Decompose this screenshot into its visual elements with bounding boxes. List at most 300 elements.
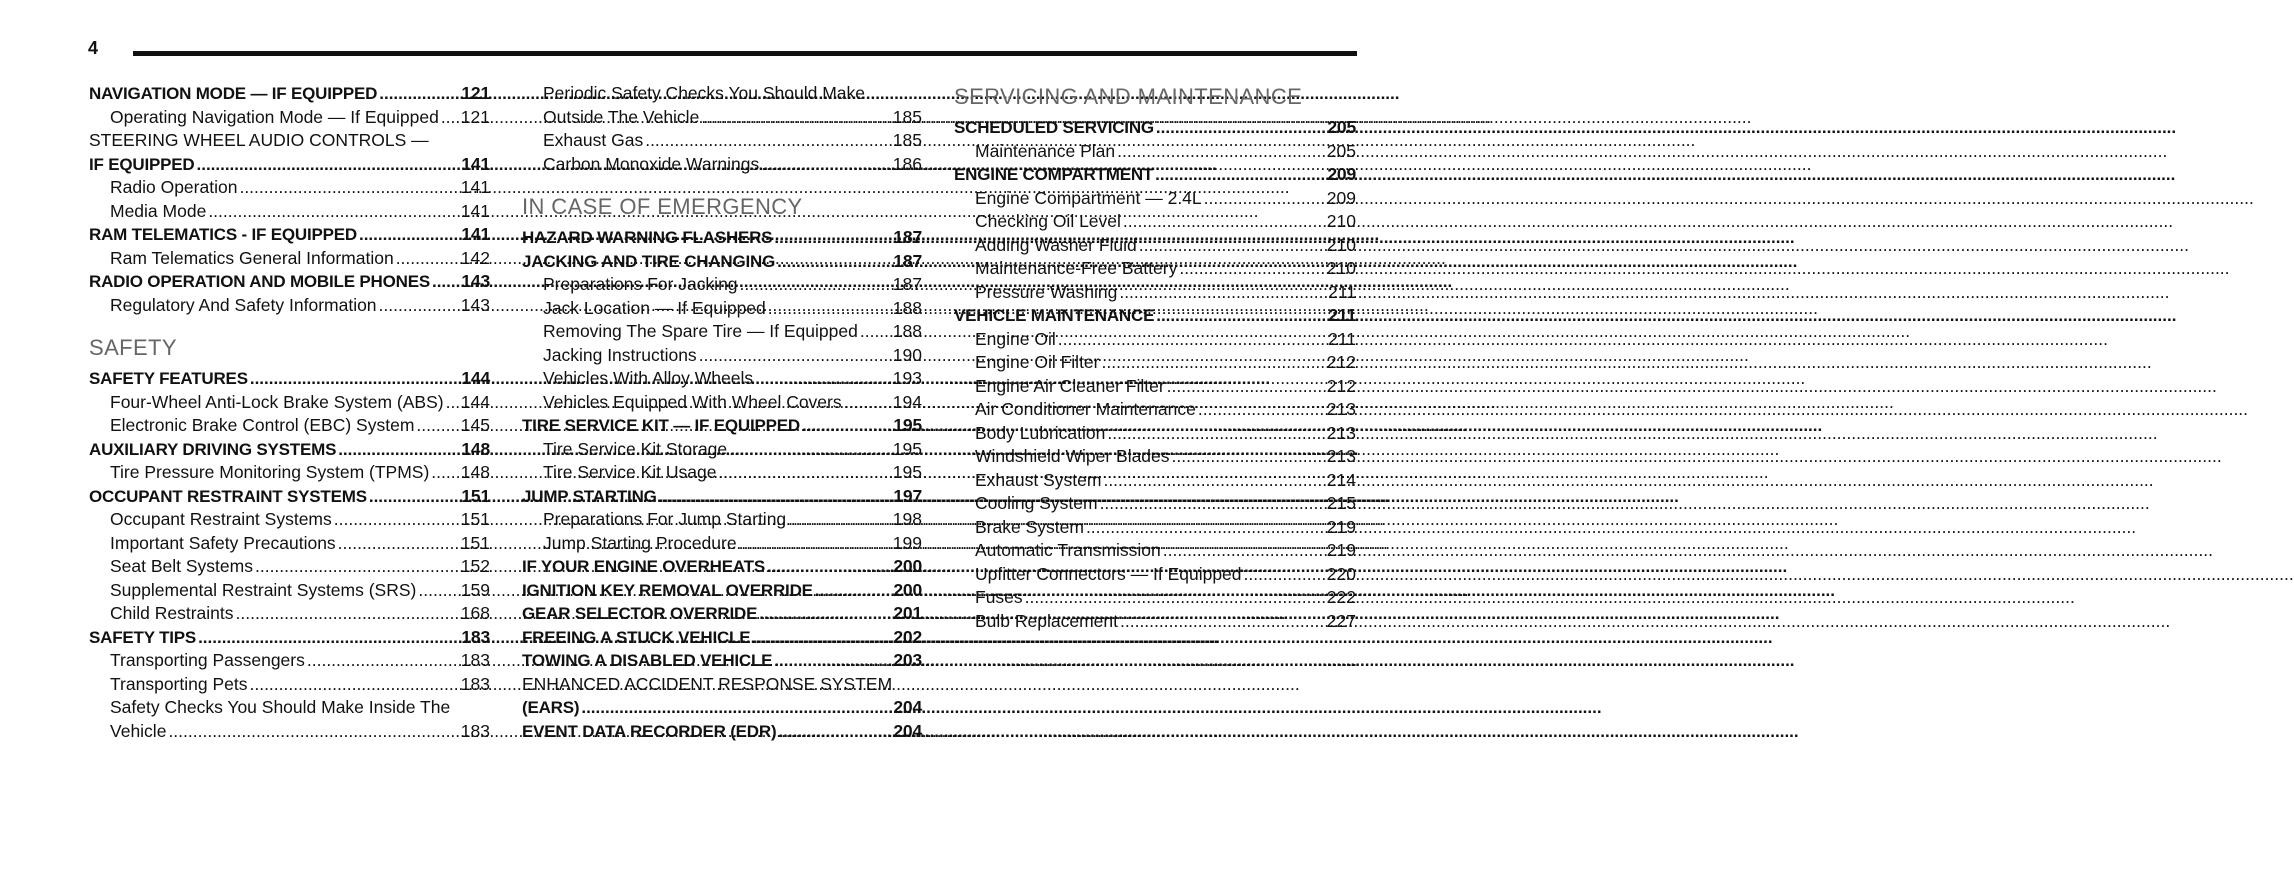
toc-entry-title: Regulatory And Safety Information bbox=[110, 294, 377, 315]
toc-leader-dots bbox=[1102, 351, 1325, 375]
toc-entry-title: Transporting Pets bbox=[110, 673, 248, 694]
toc-sub-entry[interactable] bbox=[522, 82, 922, 106]
toc-sub-entry[interactable] bbox=[89, 555, 490, 579]
toc-column-1 bbox=[89, 82, 490, 743]
toc-page-number: 200 bbox=[893, 556, 922, 576]
toc-leader-dots bbox=[1172, 445, 1325, 469]
toc-sub-entry[interactable] bbox=[89, 673, 490, 697]
toc-entry-title: RAM TELEMATICS - IF EQUIPPED bbox=[89, 225, 357, 244]
toc-entry-title: Maintenance Plan bbox=[975, 140, 1116, 161]
toc-page-number: 213 bbox=[1326, 446, 1356, 466]
toc-page-number: 214 bbox=[1326, 469, 1356, 490]
toc-group bbox=[954, 116, 1356, 633]
toc-heading-entry[interactable] bbox=[522, 555, 922, 579]
toc-leader-dots bbox=[1244, 563, 1325, 587]
toc-heading-entry[interactable] bbox=[89, 270, 490, 294]
toc-page-number: 183 bbox=[460, 720, 490, 741]
toc-leader-dots bbox=[777, 250, 891, 274]
toc-entry-title: Adding Washer Fluid bbox=[975, 234, 1137, 255]
toc-leader-dots bbox=[249, 673, 458, 697]
toc-page-number: 121 bbox=[461, 83, 490, 103]
toc-leader-dots bbox=[740, 273, 891, 297]
toc-page-number: 213 bbox=[1326, 422, 1356, 443]
toc-sub-entry[interactable] bbox=[522, 532, 922, 556]
toc-sub-entry[interactable] bbox=[89, 106, 490, 130]
toc-entry-title: TOWING A DISABLED VEHICLE bbox=[522, 651, 773, 670]
toc-leader-dots bbox=[729, 438, 891, 462]
toc-entry-title: Tire Pressure Monitoring System (TPMS) bbox=[110, 462, 430, 482]
toc-page-number: 211 bbox=[1328, 305, 1356, 325]
toc-heading-entry[interactable] bbox=[522, 602, 922, 626]
toc-leader-dots bbox=[236, 602, 459, 626]
toc-page-number: 209 bbox=[1327, 164, 1356, 184]
toc-leader-dots bbox=[788, 508, 891, 532]
toc-sub-entry[interactable] bbox=[89, 414, 490, 438]
toc-leader-dots bbox=[359, 223, 459, 247]
toc-entry-title: Supplemental Restraint Systems (SRS) bbox=[110, 579, 417, 600]
page-number: 4 bbox=[88, 38, 99, 58]
toc-entry-title: Ram Telematics General Information bbox=[110, 247, 394, 268]
toc-leader-dots bbox=[446, 391, 459, 415]
section-title-servicing: SERVICING AND MAINTENANCE bbox=[954, 84, 1303, 109]
toc-page-number: 190 bbox=[892, 344, 922, 365]
toc-leader-dots bbox=[338, 438, 459, 462]
toc-leader-dots bbox=[1163, 539, 1325, 563]
toc-sub-entry[interactable] bbox=[522, 297, 922, 321]
toc-sub-entry[interactable] bbox=[954, 351, 1356, 375]
toc-entry-title: OCCUPANT RESTRAINT SYSTEMS bbox=[89, 486, 367, 506]
toc-entry-title: Air Conditioner Maintenance bbox=[975, 399, 1196, 419]
toc-leader-dots bbox=[767, 555, 891, 579]
toc-sub-entry[interactable] bbox=[954, 375, 1356, 399]
toc-sub-entry[interactable] bbox=[89, 532, 490, 556]
toc-entry-title: SAFETY FEATURES bbox=[89, 369, 248, 388]
toc-entry-title: Child Restraints bbox=[110, 603, 234, 623]
toc-entry-title: Vehicles Equipped With Wheel Covers bbox=[543, 391, 842, 412]
toc-entry-title: TIRE SERVICE KIT — IF EQUIPPED bbox=[522, 416, 801, 435]
toc-entry-title: Vehicle bbox=[110, 720, 167, 741]
toc-sub-entry[interactable] bbox=[522, 344, 922, 368]
toc-leader-dots bbox=[1156, 304, 1326, 328]
toc-entry-title: Windshield Wiper Blades bbox=[975, 446, 1170, 466]
toc-page-number: 144 bbox=[461, 368, 490, 388]
toc-heading-entry[interactable] bbox=[522, 579, 922, 603]
toc-sub-entry[interactable] bbox=[89, 696, 490, 720]
toc-entry-title: Electronic Brake Control (EBC) System bbox=[110, 415, 415, 435]
toc-page-number: 168 bbox=[460, 603, 490, 623]
toc-page-number: 141 bbox=[460, 177, 490, 197]
toc-page-number: 205 bbox=[1327, 117, 1356, 137]
toc-entry-title: AUXILIARY DRIVING SYSTEMS bbox=[89, 439, 337, 459]
toc-sub-entry[interactable] bbox=[89, 720, 490, 744]
toc-heading-entry[interactable] bbox=[522, 720, 922, 744]
toc-page-number: 212 bbox=[1326, 352, 1356, 372]
toc-page-number: 220 bbox=[1326, 563, 1356, 584]
toc-entry-title: Automatic Transmission bbox=[975, 540, 1161, 560]
toc-entry-title: Brake System bbox=[975, 516, 1084, 537]
toc-leader-dots bbox=[860, 320, 891, 344]
toc-entry-title: IGNITION KEY REMOVAL OVERRIDE bbox=[522, 580, 813, 600]
toc-sub-entry[interactable] bbox=[954, 563, 1356, 587]
toc-page-number: 198 bbox=[892, 509, 922, 529]
toc-page-number: 142 bbox=[460, 247, 490, 268]
toc-heading-entry[interactable] bbox=[522, 626, 922, 650]
toc-entry-title: RADIO OPERATION AND MOBILE PHONES bbox=[89, 272, 430, 291]
toc-heading-entry[interactable] bbox=[89, 485, 490, 509]
toc-leader-dots bbox=[774, 226, 891, 250]
toc-page-number: 148 bbox=[460, 462, 490, 482]
toc-sub-entry[interactable] bbox=[954, 492, 1356, 516]
toc-group bbox=[89, 367, 490, 743]
toc-sub-entry[interactable] bbox=[954, 328, 1356, 352]
toc-entry-title: FREEING A STUCK VEHICLE bbox=[522, 627, 751, 647]
toc-leader-dots bbox=[1179, 257, 1324, 281]
toc-heading-entry[interactable] bbox=[522, 250, 922, 274]
toc-page-number: 204 bbox=[893, 720, 922, 741]
toc-leader-dots bbox=[1156, 116, 1325, 140]
toc-leader-dots bbox=[250, 367, 460, 391]
toc-heading-entry[interactable] bbox=[89, 626, 490, 650]
toc-entry-title: Vehicles With Alloy Wheels bbox=[543, 368, 754, 388]
toc-entry-title: Important Safety Precautions bbox=[110, 532, 336, 553]
toc-entry-title: IF YOUR ENGINE OVERHEATS bbox=[522, 557, 765, 576]
toc-leader-dots bbox=[441, 106, 459, 130]
toc-page-number: 188 bbox=[892, 321, 922, 341]
toc-heading-entry[interactable] bbox=[89, 438, 490, 462]
toc-page-number: 144 bbox=[460, 391, 490, 412]
toc-entry-title: GEAR SELECTOR OVERRIDE bbox=[522, 604, 758, 623]
toc-page-number: 195 bbox=[893, 415, 922, 435]
toc-heading-entry[interactable] bbox=[89, 129, 490, 153]
toc-sub-entry[interactable] bbox=[954, 539, 1356, 563]
toc-sub-entry[interactable] bbox=[954, 422, 1356, 446]
toc-page-number: 185 bbox=[892, 106, 922, 127]
toc-leader-dots bbox=[239, 176, 458, 200]
toc-heading-entry[interactable] bbox=[522, 673, 922, 697]
toc-entry-title: Preparations For Jump Starting bbox=[543, 509, 787, 529]
toc-sub-entry[interactable] bbox=[954, 610, 1356, 634]
toc-entry-title: SCHEDULED SERVICING bbox=[954, 118, 1154, 137]
toc-page-number: 188 bbox=[892, 297, 922, 318]
toc-page-number: 187 bbox=[893, 227, 922, 247]
toc-entry-title: JACKING AND TIRE CHANGING bbox=[522, 251, 776, 271]
toc-page-number: 222 bbox=[1326, 587, 1356, 607]
toc-page-number: 185 bbox=[892, 130, 922, 150]
toc-leader-dots bbox=[739, 532, 891, 556]
toc-heading-entry[interactable] bbox=[954, 163, 1356, 187]
toc-sub-entry[interactable] bbox=[954, 281, 1356, 305]
toc-entry-title: NAVIGATION MODE — IF EQUIPPED bbox=[89, 84, 378, 103]
toc-heading-entry[interactable] bbox=[522, 649, 922, 673]
toc-leader-dots bbox=[659, 485, 892, 509]
toc-page-number: 141 bbox=[461, 153, 490, 174]
toc-page-number: 121 bbox=[460, 106, 490, 127]
toc-leader-dots bbox=[1058, 328, 1326, 352]
toc-leader-dots bbox=[255, 555, 459, 579]
toc-entry-title: Exhaust System bbox=[975, 469, 1102, 490]
section-title-emergency: IN CASE OF EMERGENCY bbox=[522, 194, 803, 219]
toc-sub-entry[interactable] bbox=[89, 200, 490, 224]
toc-entry-title: Occupant Restraint Systems bbox=[110, 509, 332, 529]
toc-entry-title: Fuses bbox=[975, 587, 1023, 607]
toc-column-2 bbox=[522, 82, 922, 743]
toc-entry-title: Removing The Spare Tire — If Equipped bbox=[543, 321, 858, 341]
toc-page-number: 210 bbox=[1326, 211, 1356, 231]
toc-sub-entry[interactable] bbox=[89, 508, 490, 532]
toc-sub-entry[interactable] bbox=[954, 445, 1356, 469]
toc-entry-title: Engine Compartment — 2.4L bbox=[975, 187, 1202, 208]
toc-sub-entry[interactable] bbox=[89, 294, 490, 318]
toc-page-number: 195 bbox=[892, 462, 922, 482]
toc-page-number: 148 bbox=[461, 438, 490, 459]
toc-leader-dots bbox=[774, 649, 891, 673]
toc-page-number: 143 bbox=[460, 294, 490, 315]
toc-page-number: 183 bbox=[461, 626, 490, 647]
toc-page-number: 193 bbox=[892, 368, 922, 388]
toc-page-number: 141 bbox=[461, 224, 490, 244]
toc-entry-title: ENGINE COMPARTMENT bbox=[954, 165, 1154, 184]
toc-entry-title: ENHANCED ACCIDENT RESPONSE SYSTEM bbox=[522, 673, 893, 694]
toc-sub-entry[interactable] bbox=[954, 469, 1356, 493]
toc-sub-entry[interactable] bbox=[522, 320, 922, 344]
toc-leader-dots bbox=[198, 626, 459, 650]
toc-sub-entry[interactable] bbox=[522, 461, 922, 485]
toc-page-number: 210 bbox=[1326, 234, 1356, 255]
section-title-safety: SAFETY bbox=[89, 335, 177, 360]
toc-heading-entry[interactable] bbox=[522, 226, 922, 250]
toc-sub-entry[interactable] bbox=[954, 586, 1356, 610]
toc-entry-title: Transporting Passengers bbox=[110, 650, 305, 670]
toc-page-number: 151 bbox=[461, 485, 490, 506]
toc-leader-dots bbox=[1117, 140, 1325, 164]
toc-page-number: 219 bbox=[1326, 516, 1356, 537]
toc-heading-entry[interactable] bbox=[954, 304, 1356, 328]
toc-heading-entry[interactable] bbox=[954, 116, 1356, 140]
toc-entry-title: Pressure Washing bbox=[975, 281, 1118, 302]
toc-entry-title: Jump Starting Procedure bbox=[543, 532, 737, 553]
toc-leader-dots bbox=[844, 391, 891, 415]
toc-entry-title: STEERING WHEEL AUDIO CONTROLS — bbox=[89, 130, 429, 150]
toc-leader-dots bbox=[581, 696, 891, 720]
toc-leader-dots bbox=[755, 367, 891, 391]
toc-page-number: 151 bbox=[460, 509, 490, 529]
toc-entry-title: Tire Service Kit Usage bbox=[543, 462, 717, 482]
toc-leader-dots bbox=[197, 153, 460, 177]
toc-entry-title: Engine Oil bbox=[975, 328, 1056, 349]
toc-entry-title: Four-Wheel Anti-Lock Brake System (ABS) bbox=[110, 391, 444, 412]
toc-page-number: 205 bbox=[1326, 140, 1356, 161]
toc-sub-entry[interactable] bbox=[522, 391, 922, 415]
toc-leader-dots bbox=[1120, 610, 1325, 634]
toc-entry-title: Bulb Replacement bbox=[975, 610, 1118, 631]
toc-page-number: 186 bbox=[892, 153, 922, 174]
toc-sub-entry[interactable] bbox=[954, 234, 1356, 258]
toc-page-number: 204 bbox=[893, 697, 922, 717]
toc-entry-title: Media Mode bbox=[110, 200, 207, 221]
toc-heading-entry[interactable] bbox=[89, 82, 490, 106]
toc-sub-entry[interactable] bbox=[954, 210, 1356, 234]
toc-leader-dots bbox=[718, 461, 890, 485]
toc-leader-dots bbox=[307, 649, 459, 673]
toc-heading-entry[interactable] bbox=[89, 367, 490, 391]
toc-leader-dots bbox=[1025, 586, 1325, 610]
toc-heading-entry[interactable] bbox=[522, 414, 922, 438]
toc-page-number: 152 bbox=[460, 556, 490, 576]
toc-sub-entry[interactable] bbox=[89, 176, 490, 200]
toc-leader-dots bbox=[752, 626, 891, 650]
toc-page-number: 143 bbox=[461, 271, 490, 291]
toc-leader-dots bbox=[334, 508, 459, 532]
toc-leader-dots bbox=[431, 461, 459, 485]
toc-page-number: 141 bbox=[460, 200, 490, 221]
toc-sub-entry[interactable] bbox=[522, 508, 922, 532]
toc-group bbox=[522, 82, 922, 176]
toc-leader-dots bbox=[645, 129, 891, 153]
toc-page-number: 201 bbox=[893, 603, 922, 623]
toc-entry-title: Tire Service Kit Storage bbox=[543, 438, 728, 459]
toc-page-number: 187 bbox=[893, 250, 922, 271]
toc-sub-entry[interactable] bbox=[522, 438, 922, 462]
toc-entry-title: Jacking Instructions bbox=[543, 344, 697, 365]
toc-leader-dots bbox=[1107, 422, 1324, 446]
toc-entry-title: Exhaust Gas bbox=[543, 130, 644, 150]
toc-entry-title: (EARS) bbox=[522, 698, 580, 717]
toc-leader-dots bbox=[759, 602, 891, 626]
toc-sub-entry[interactable] bbox=[89, 602, 490, 626]
toc-entry-title: EVENT DATA RECORDER (EDR) bbox=[522, 721, 777, 741]
toc-leader-dots bbox=[338, 532, 459, 556]
toc-page-number: 145 bbox=[460, 415, 490, 435]
toc-leader-dots bbox=[1086, 516, 1325, 540]
toc-sub-entry[interactable] bbox=[522, 273, 922, 297]
toc-heading-entry[interactable] bbox=[522, 485, 922, 509]
toc-sub-entry[interactable] bbox=[89, 649, 490, 673]
toc-leader-dots bbox=[1155, 163, 1325, 187]
toc-entry-title: JUMP STARTING bbox=[522, 486, 657, 506]
toc-entry-title: SAFETY TIPS bbox=[89, 627, 197, 647]
toc-page-number: 159 bbox=[460, 579, 490, 600]
toc-entry-title: IF EQUIPPED bbox=[89, 154, 195, 174]
toc-entry-title: Seat Belt Systems bbox=[110, 556, 253, 576]
toc-leader-dots bbox=[1119, 281, 1326, 305]
toc-entry-title: Upfitter Connectors — If Equipped bbox=[975, 563, 1242, 584]
toc-leader-dots bbox=[1167, 375, 1325, 399]
toc-heading-entry[interactable] bbox=[89, 153, 490, 177]
toc-page-number: 219 bbox=[1326, 540, 1356, 560]
toc-page-number: 210 bbox=[1326, 258, 1356, 278]
toc-sub-entry[interactable] bbox=[954, 398, 1356, 422]
toc-leader-dots bbox=[396, 247, 459, 271]
toc-entry-title: Body Lubrication bbox=[975, 422, 1106, 443]
toc-leader-dots bbox=[778, 720, 891, 744]
toc-page-number: 200 bbox=[893, 579, 922, 600]
toc-entry-title: Periodic Safety Checks You Should Make bbox=[543, 83, 865, 103]
toc-page-number: 215 bbox=[1326, 493, 1356, 513]
toc-leader-dots bbox=[432, 270, 459, 294]
toc-entry-title: Maintenance-Free Battery bbox=[975, 258, 1178, 278]
toc-entry-title: Cooling System bbox=[975, 493, 1098, 513]
toc-page-number: 187 bbox=[892, 274, 922, 294]
toc-sub-entry[interactable] bbox=[522, 129, 922, 153]
toc-entry-title: HAZARD WARNING FLASHERS bbox=[522, 228, 773, 247]
toc-leader-dots bbox=[1100, 492, 1325, 516]
toc-sub-entry[interactable] bbox=[522, 367, 922, 391]
toc-entry-title: Engine Oil Filter bbox=[975, 352, 1100, 372]
toc-sub-entry[interactable] bbox=[89, 461, 490, 485]
toc-heading-entry[interactable] bbox=[89, 223, 490, 247]
toc-entry-title: Safety Checks You Should Make Inside The bbox=[110, 697, 451, 717]
toc-sub-entry[interactable] bbox=[954, 187, 1356, 211]
toc-leader-dots bbox=[1123, 210, 1325, 234]
toc-leader-dots bbox=[379, 82, 459, 106]
toc-sub-entry[interactable] bbox=[954, 516, 1356, 540]
toc-entry-title: Jack Location — If Equipped bbox=[543, 297, 766, 318]
toc-page-number: 211 bbox=[1328, 328, 1356, 349]
toc-page-number: 203 bbox=[893, 650, 922, 670]
toc-page-number: 197 bbox=[893, 485, 922, 506]
toc-leader-dots bbox=[701, 106, 890, 130]
toc-leader-dots bbox=[369, 485, 460, 509]
toc-leader-dots bbox=[761, 153, 891, 177]
header-rule bbox=[133, 51, 1357, 56]
toc-leader-dots bbox=[1204, 187, 1325, 211]
toc-heading-entry[interactable] bbox=[522, 696, 922, 720]
toc-page-number: 195 bbox=[892, 438, 922, 459]
toc-page-number: 227 bbox=[1326, 610, 1356, 631]
toc-page-number: 199 bbox=[892, 532, 922, 553]
toc-page-number: 212 bbox=[1326, 375, 1356, 396]
toc-page-number: 202 bbox=[893, 626, 922, 647]
toc-leader-dots bbox=[768, 297, 891, 321]
toc-leader-dots bbox=[418, 579, 458, 603]
toc-page-number: 209 bbox=[1326, 187, 1356, 208]
toc-page-number: 151 bbox=[460, 532, 490, 553]
toc-column-3 bbox=[954, 82, 1356, 633]
toc-leader-dots bbox=[802, 414, 891, 438]
toc-leader-dots bbox=[168, 720, 458, 744]
toc-entry-title: Radio Operation bbox=[110, 177, 238, 197]
toc-page-number: 213 bbox=[1326, 399, 1356, 419]
toc-entry-title: Checking Oil Level bbox=[975, 211, 1121, 231]
toc-page-number: 183 bbox=[460, 673, 490, 694]
toc-leader-dots bbox=[416, 414, 458, 438]
toc-sub-entry[interactable] bbox=[522, 106, 922, 130]
toc-leader-dots bbox=[1139, 234, 1325, 258]
toc-entry-title: Carbon Monoxide Warnings bbox=[543, 153, 760, 174]
toc-entry-title: Engine Air Cleaner Filter bbox=[975, 375, 1165, 396]
toc-sub-entry[interactable] bbox=[522, 153, 922, 177]
toc-leader-dots bbox=[379, 294, 459, 318]
toc-group bbox=[522, 226, 922, 743]
toc-sub-entry[interactable] bbox=[89, 579, 490, 603]
toc-page-number: 183 bbox=[460, 650, 490, 670]
toc-sub-entry[interactable] bbox=[89, 247, 490, 271]
toc-sub-entry[interactable] bbox=[954, 140, 1356, 164]
toc-leader-dots bbox=[815, 579, 892, 603]
toc-entry-title: Preparations For Jacking bbox=[543, 274, 738, 294]
toc-entry-title: Operating Navigation Mode — If Equipped bbox=[110, 106, 439, 127]
toc-leader-dots bbox=[699, 344, 891, 368]
toc-leader-dots bbox=[1103, 469, 1324, 493]
toc-leader-dots bbox=[1198, 398, 1325, 422]
toc-page-number: 211 bbox=[1328, 281, 1356, 302]
toc-sub-entry[interactable] bbox=[89, 391, 490, 415]
toc-entry-title: VEHICLE MAINTENANCE bbox=[954, 306, 1155, 325]
toc-sub-entry[interactable] bbox=[954, 257, 1356, 281]
toc-page-number: 194 bbox=[892, 391, 922, 412]
toc-group bbox=[89, 82, 490, 317]
toc-leader-dots bbox=[208, 200, 458, 224]
